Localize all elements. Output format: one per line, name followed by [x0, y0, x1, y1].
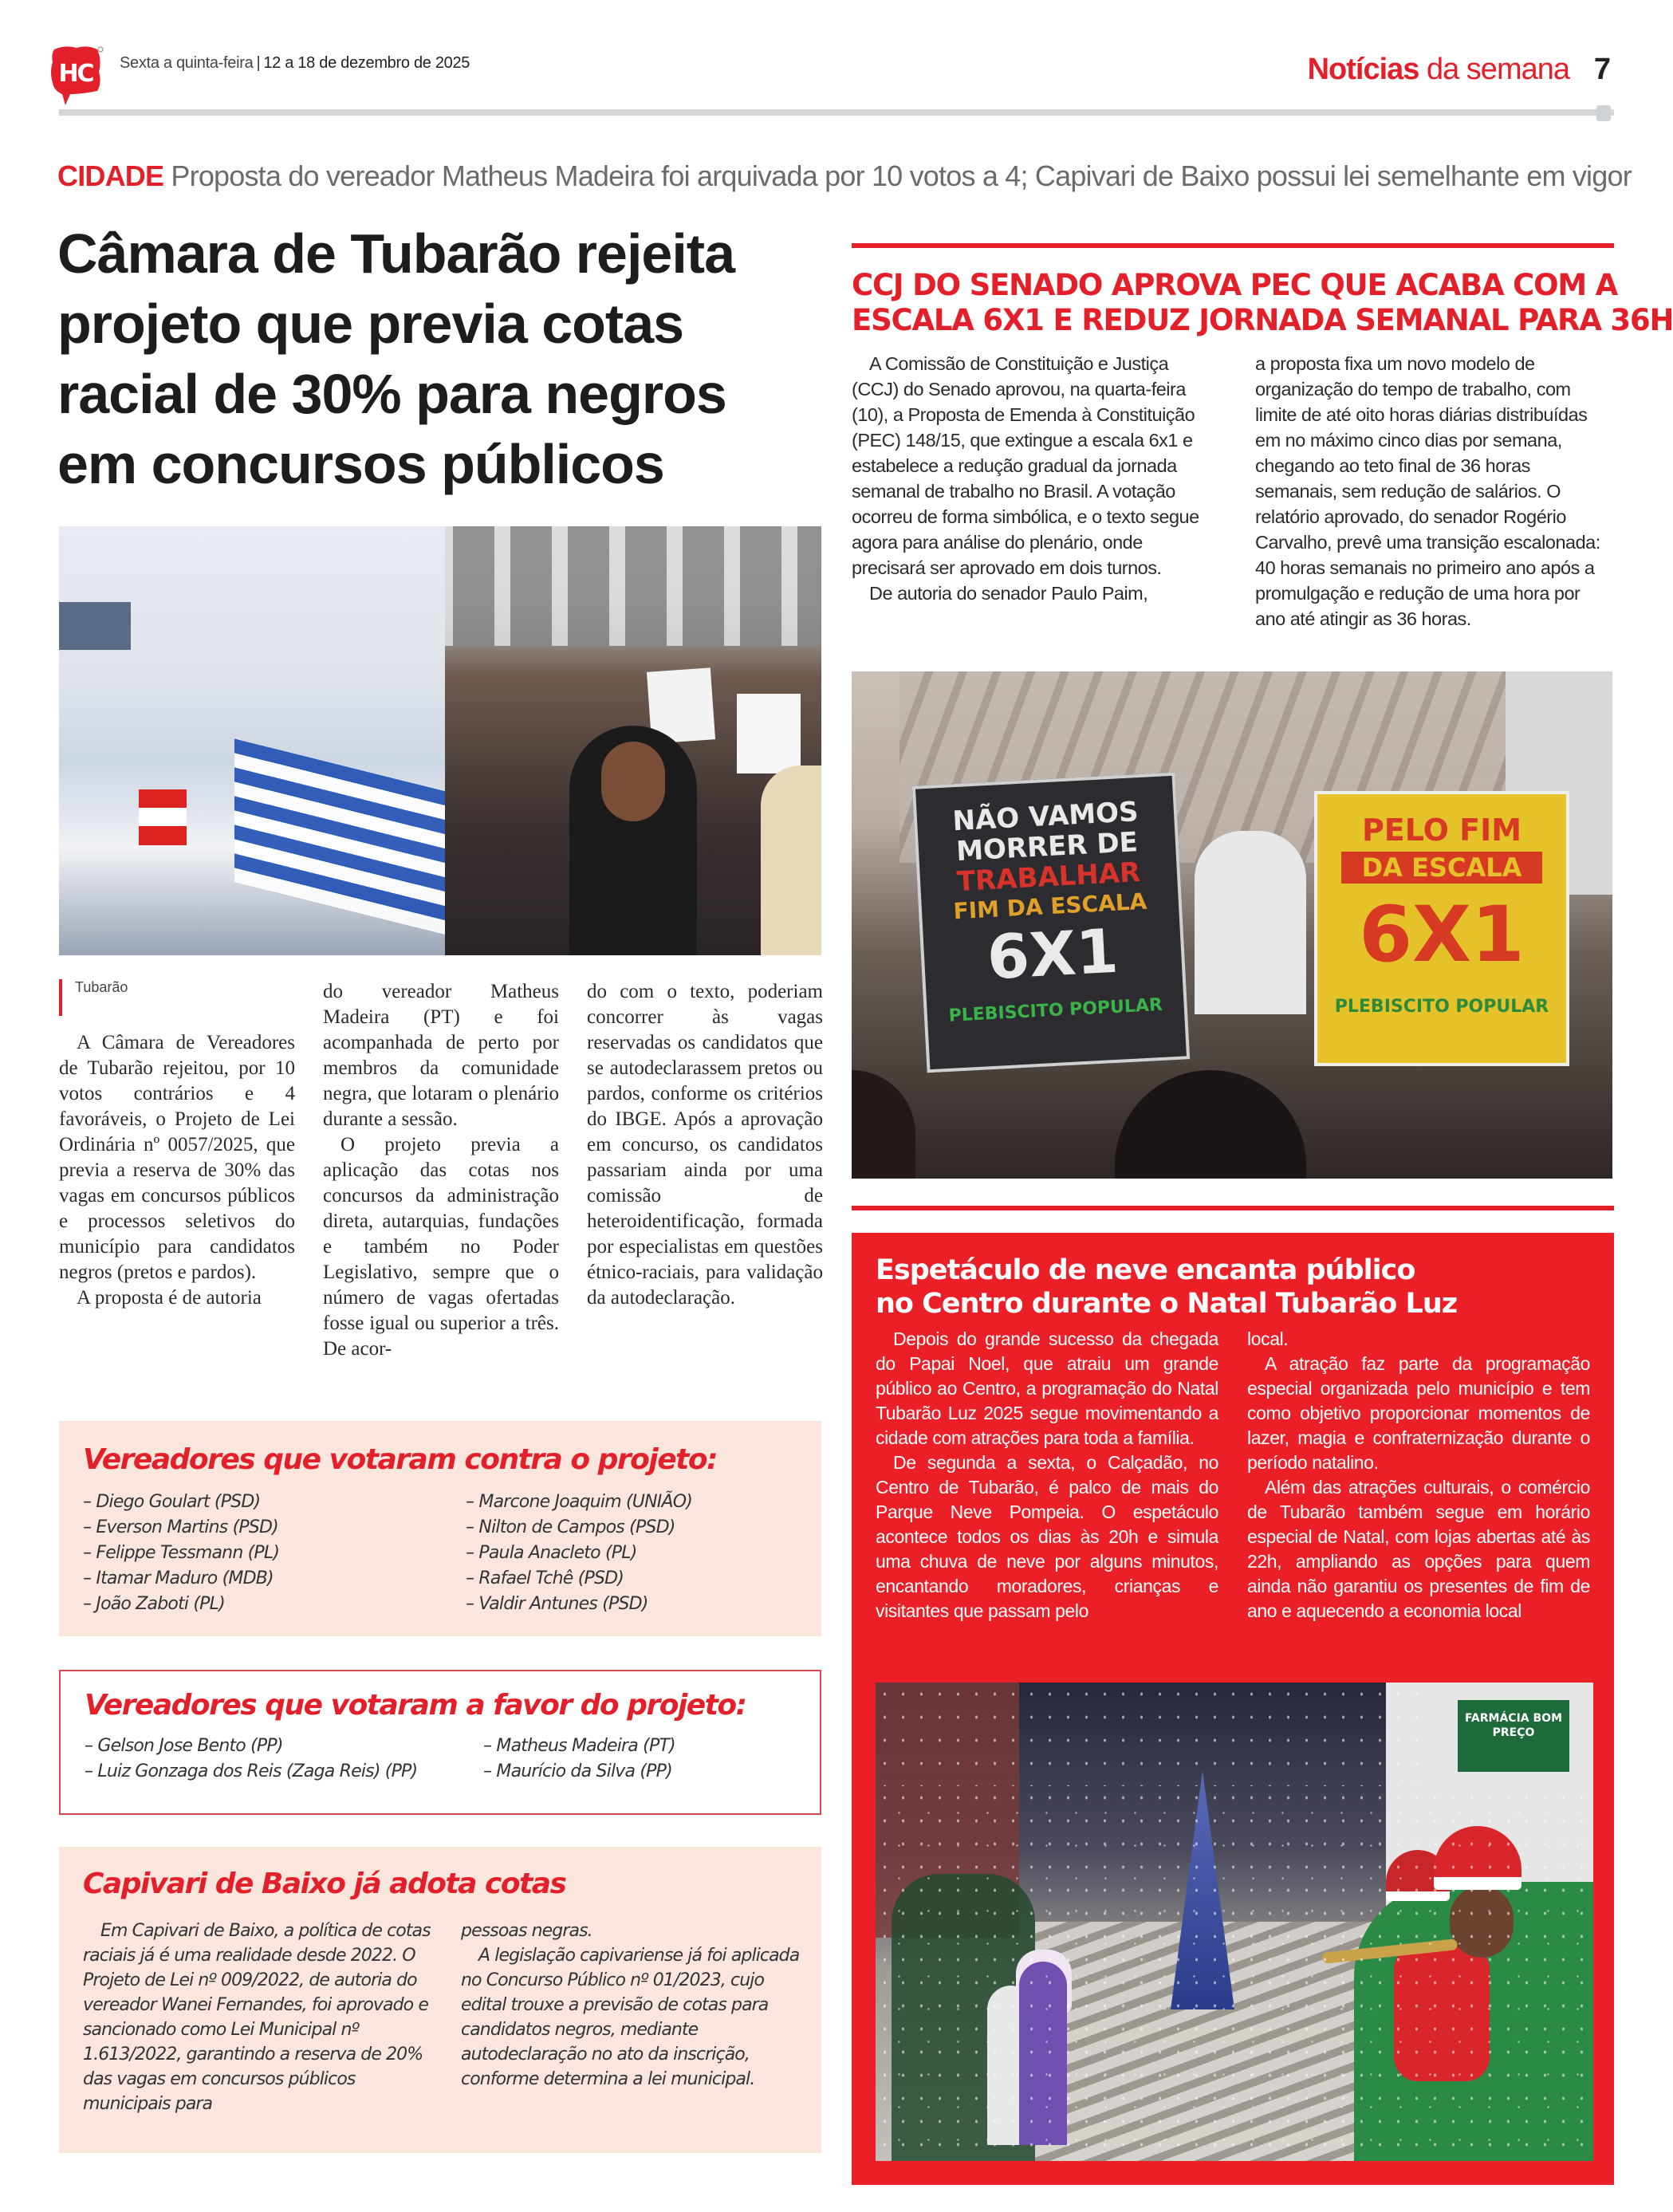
edition-date: Sexta a quinta-feira | 12 a 18 de dezembro de 2025 [120, 54, 470, 72]
protest-sign-dark [912, 773, 1190, 1073]
box-title: Capivari de Baixo já adota cotas [83, 1868, 566, 1900]
list-item: – Rafael Tchê (PSD) [466, 1566, 692, 1592]
paragraph: do com o texto, poderiam concorrer às vagas reservadas os candidatos que se autodeclarassem pretos ou pardos, conforme os critérios do IBGE. Após a aprovação em concurso, os candidatos passariam ainda por uma comissão de heteroidentificação, formada por especialistas em questões étnico-raciais, para validação da autodeclaração. [587, 981, 823, 1309]
sign-text: PLEBISCITO POPULAR [948, 994, 1163, 1026]
paragraph: Além das atrações culturais, o comércio de Tubarão também segue em horário especial de Natal, com lojas abertas até às 22h, ampliando as opções para quem ainda não garantiu os presentes de fim de ano e aquecendo a economia local [1247, 1477, 1590, 1621]
kicker-subtitle: Proposta do vereador Matheus Madeira foi arquivada por 10 votos a 4; Capivari de Baixo possui lei semelhante em vigor [171, 159, 1632, 192]
ccj-top-rule [852, 243, 1614, 248]
paragraph: Depois do grande sucesso da chegada do Papai Noel, que atraiu um grande público ao Centro, a programação do Natal Tubarão Luz 2025 segue movimentando a cidade com atrações para toda a família. [876, 1328, 1218, 1448]
natal-headline [876, 1254, 1593, 1321]
section-title-light: da semana [1426, 53, 1569, 86]
list-item: – Marcone Joaquim (UNIÃO) [466, 1490, 692, 1515]
council-list [85, 1734, 417, 1785]
sign-text: FIM DA ESCALA [952, 888, 1148, 925]
headline-line: Câmara de Tubarão rejeita [57, 222, 735, 285]
list-item: – Valdir Antunes (PSD) [466, 1592, 692, 1617]
pharmacy-sign: FARMÁCIA BOM PREÇO [1458, 1700, 1569, 1772]
paragraph: O projeto previa a aplicação das cotas nos concursos da administração direta, autarquias, fundações e também no Poder Legislativo, sempre que o número de vagas ofertadas fosse igual ou superior a três. De acor- [323, 1134, 559, 1360]
protest-sign [737, 694, 801, 773]
paragraph: do vereador Matheus Madeira (PT) e foi acompanhada de perto por membros da comunidade negra, que lotaram o plenário durante a sessão. [323, 981, 559, 1130]
list-item: – Diego Goulart (PSD) [83, 1490, 279, 1515]
article-column [1255, 351, 1614, 632]
state-flag [139, 789, 187, 845]
list-item: – Paula Anacleto (PL) [466, 1541, 692, 1566]
spectator [1195, 831, 1306, 1014]
section-kicker [57, 159, 1632, 193]
ccj-headline [852, 268, 1673, 338]
list-item: – Matheus Madeira (PT) [483, 1734, 675, 1759]
council-list [466, 1490, 692, 1617]
sign-text: TRABALHAR [955, 856, 1142, 899]
list-item: – Felippe Tessmann (PL) [83, 1541, 279, 1566]
article-column [587, 979, 823, 1311]
list-item: – Gelson Jose Bento (PP) [85, 1734, 417, 1759]
paragraph: De segunda a sexta, o Calçadão, no Centro de Tubarão, é palco de mais do Parque Neve Pompeia. O espetáculo acontece todos os dias às 20h e simula uma chuva de neve por alguns minutos, encantando moradores, crianças e visitantes que passam pelo [876, 1452, 1218, 1621]
hc-logo [49, 45, 104, 107]
artificial-snow [876, 1786, 1593, 2161]
audience-member [761, 766, 821, 955]
hc-logo-icon [49, 45, 104, 107]
paragraph: local. [1247, 1328, 1289, 1349]
box-title: Vereadores que votaram a favor do projeto: [85, 1689, 746, 1722]
portrait-wall [445, 526, 821, 646]
headline-line: ESCALA 6X1 E REDUZ JORNADA SEMANAL PARA 36H [852, 303, 1673, 337]
article-column [852, 351, 1210, 606]
edition-days: Sexta a quinta-feira [120, 54, 254, 72]
list-item: – Nilton de Campos (PSD) [466, 1515, 692, 1541]
sign-text: PLEBISCITO POPULAR [1334, 997, 1549, 1017]
sign-text: NÃO VAMOS [951, 796, 1140, 838]
list-item: – Everson Martins (PSD) [83, 1515, 279, 1541]
main-headline [57, 218, 839, 499]
snow-show-photo [876, 1683, 1593, 2161]
council-list [483, 1734, 675, 1785]
sidebar-column [83, 1919, 434, 2116]
article-column [59, 1030, 295, 1311]
headline-line: Espetáculo de neve encanta público [876, 1254, 1415, 1286]
article-column [1247, 1327, 1590, 1624]
paragraph: pessoas negras. [461, 1921, 592, 1941]
article-column [876, 1327, 1218, 1624]
dateline: Tubarão [75, 979, 128, 995]
paragraph: A proposta é de autoria [77, 1287, 262, 1309]
list-item: – Itamar Maduro (MDB) [83, 1566, 279, 1592]
sign-text: DA ESCALA [1341, 852, 1542, 884]
council-list [83, 1490, 279, 1617]
sign-text: PELO FIM [1361, 813, 1522, 848]
section-title [1308, 53, 1569, 87]
header-divider [59, 109, 1614, 116]
protest-sign-yellow [1314, 791, 1569, 1066]
paragraph: A Câmara de Vereadores de Tubarão rejeitou, por 10 votos contrários e 4 favoráveis, o Projeto de Lei Ordinária nº 0057/2025, que previa a reserva de 30% das vagas em concursos públicos e processos seletivos do município para candidatos negros (pretos e pardos). [59, 1032, 295, 1283]
header-divider-cap [1596, 105, 1611, 121]
kicker-tag: CIDADE [57, 159, 164, 192]
paragraph: A legislação capivariense já foi aplicada no Concurso Público nº 01/2023, cujo edital trouxe a previsão de cotas para candidatos negros, mediante autodeclaração no ato da inscrição, conforme determina a lei municipal. [461, 1946, 800, 2089]
dateline-marker [59, 979, 62, 1016]
page-number: 7 [1593, 53, 1611, 86]
list-item: – João Zaboti (PL) [83, 1592, 279, 1617]
capivari-sidebar [59, 1847, 821, 2153]
edition-dates: 12 a 18 de dezembro de 2025 [263, 54, 470, 72]
list-item: – Maurício da Silva (PP) [483, 1759, 675, 1785]
headline-line: racial de 30% para negros [57, 363, 726, 425]
sign-text: 6X1 [985, 915, 1120, 994]
natal-top-rule [852, 1206, 1614, 1210]
paragraph: A Comissão de Constituição e Justiça (CCJ) do Senado aprovou, na quarta-feira (10), a Proposta de Emenda à Constituição (PEC) 148/15, que extingue a escala 6x1 e estabelece a redução gradual da jornada semanal de trabalho no Brasil. A votação ocorreu de forma simbólica, e o texto segue agora para análise do plenário, onde precisará ser aprovado em dois turnos. [852, 353, 1199, 578]
paragraph: A atração faz parte da programação especial organizada pelo município e tem como objetivo proporcionar momentos de lazer, magia e confraternização durante o período natalino. [1247, 1353, 1590, 1473]
sign-text: 6X1 [1359, 890, 1525, 979]
article-column [323, 979, 559, 1362]
council-session-photo [59, 526, 821, 955]
svg-text:HC: HC [58, 60, 93, 88]
paragraph: Em Capivari de Baixo, a política de cotas raciais já é uma realidade desde 2022. O Projeto de Lei nº 009/2022, de autoria do vereador Wanei Fernandes, foi aprovado e sancionado como Lei Municipal nº 1.613/2022, garantindo a reserva de 20% das vagas em concursos públicos municipais para [83, 1921, 431, 2114]
box-title: Vereadores que votaram contra o projeto: [83, 1443, 717, 1476]
artificial-snow [876, 1683, 1434, 1786]
headline-line: projeto que previa cotas [57, 293, 684, 355]
sidebar-column [461, 1919, 812, 2092]
senate-protest-photo [852, 671, 1612, 1179]
audience-face [601, 742, 665, 821]
list-item: – Luiz Gonzaga dos Reis (Zaga Reis) (PP) [85, 1759, 417, 1785]
tv-screen [59, 602, 131, 650]
votes-for-box [59, 1670, 821, 1815]
sign-text: MORRER DE [955, 826, 1139, 868]
headline-line: no Centro durante o Natal Tubarão Luz [876, 1288, 1458, 1320]
natal-feature-box [852, 1233, 1614, 2185]
paragraph: a proposta fixa um novo modelo de organização do tempo de trabalho, com limite de até oito horas diárias distribuídas em no máximo cinco dias por semana, chegando ao teto final de 36 horas semanais, sem redução de salários. O relatório aprovado, do senador Rogério Carvalho, prevê uma transição escalonada: 40 horas semanais no primeiro ano após a promulgação e redução de uma hora por ano até atingir as 36 horas. [1255, 353, 1600, 629]
section-title-bold: Notícias [1307, 53, 1419, 86]
paragraph: De autoria do senador Paulo Paim, [869, 583, 1148, 604]
headline-line: em concursos públicos [57, 433, 664, 495]
votes-against-box [59, 1421, 821, 1636]
headline-line: CCJ DO SENADO APROVA PEC QUE ACABA COM A [852, 268, 1618, 302]
